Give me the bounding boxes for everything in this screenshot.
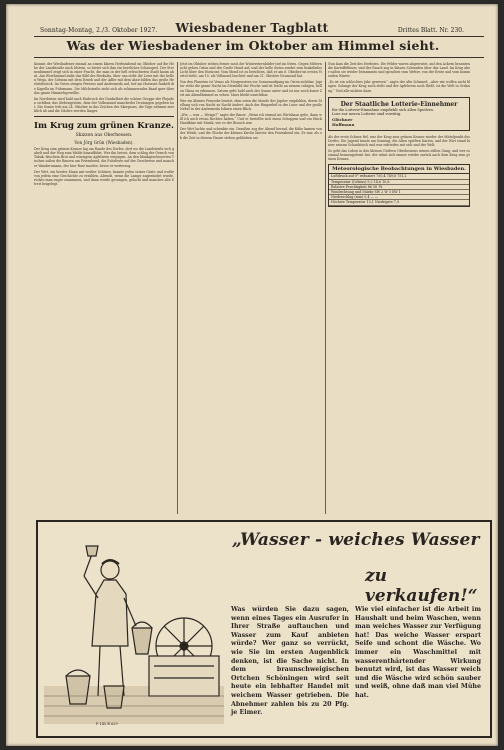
newspaper-page bbox=[6, 4, 498, 746]
man-with-water-buckets-illustration bbox=[44, 536, 224, 724]
section-subtitle: Skizzen aus Oberhessen. bbox=[75, 133, 133, 139]
ad-body-left: Was würden Sie dazu sagen, wenn eines Tages ein Ausrufer in Ihrer Straße auftauchen und Wasser zum Kauf anbieten würde? Wer ganz so verrückt, wie Sie im ersten Augenblick denken, ist die Sache nicht. In dem braunschweigischen Ortchen Schöningen wird seit heute ein lebhafter Handel mit weichem Wasser getrieben. Die Abnehmer zahlen bis zu 20 Pfg. je Eimer. bbox=[231, 606, 349, 717]
table-row: Niederschlag (mm) 0,4 — — bbox=[329, 195, 469, 200]
lottery-line: Lose zur neuen Lotterie sind vorrätig. bbox=[332, 112, 402, 117]
ad-credit: P 145 B 629 bbox=[96, 722, 118, 726]
article-paragraph: „Es ist ein schlechtes Jahr gewesen“, sagte der alte Schmied, „aber wir wollen nicht klagen. Solange der Krug noch steht und der Apfelwein noch fließt, ist die Welt in Ordnung.“ Und alle nickten dazu. bbox=[328, 80, 470, 93]
headline-rule bbox=[34, 57, 484, 58]
weather-table-title: Meteorologische Beobachtungen in Wiesbaden. bbox=[329, 165, 469, 174]
ad-headline: zu verkaufen!“ bbox=[365, 566, 478, 606]
ad-headline: „Wasser - weiches Wasser bbox=[232, 530, 480, 550]
article-paragraph: Kommt der Wiesbadener einmal an einem klaren Herbstabend im Oktober auf die Höhe der Landstraße nach Idstein, so bietet sich ihm ein herrliches Schauspiel. Der Sternenhimmel zeigt sich in einer Pracht, die man in der hell erleuchteten Stadt kaum ahnt. Am Westhimmel sinkt das Bild des Herkules, über uns steht die Leier mit der hellen Wega, der Schwan mit dem Deneb und der Adler mit dem Atair bilden das große Herbstdreieck. Im Osten steigen Perseus und Andromeda auf, tief am Horizont funkelt die Kapella im Fuhrmann. Die Milchstraße zieht sich als schimmerndes Band quer über das ganze Himmelsgewölbe. bbox=[34, 62, 174, 95]
lottery-advert bbox=[328, 97, 470, 131]
table-row: Höchste Temperatur 15,1 Niedrigste 7,9 bbox=[329, 200, 469, 205]
column-rule bbox=[177, 62, 178, 514]
article-paragraph: Der Krug zum grünen Kranze lag am Rande des Dorfes, dort wo die Landstraße sich gabelt und der Weg zum Walde hinaufführt. Wer ihn betrat, dem schlug der Geruch von Tabak, frischem Brot und würzigem Apfelwein entgegen. An den blankgescheuerten Tischen saßen die Bauern am Feierabend, die Fuhrleute auf der Durchreise und mancher Wandersmann, der hier Rast machte, bevor er weiterzog. bbox=[34, 147, 174, 168]
section-divider bbox=[34, 116, 174, 117]
ad-body-right: Wie viel einfacher ist die Arbeit im Haushalt und beim Waschen, wenn man weiches Wasser zur Verfügung hat! Das weiche Wasser erspart Seife und schont die Wäsche. Wo immer ein Waschmittel mit wasserenthärtender Wirkung benutzt wird, ist das Wasser weich und die Wäsche wird schön sauber und weiß, ohne daß man viel Mühe hat. bbox=[355, 606, 481, 699]
masthead: Wiesbadener Tagblatt bbox=[175, 21, 329, 35]
article-paragraph: So geht das Leben in den kleinen Dörfern Oberhessens seinen stillen Gang, und wer es einmal kennengelernt hat, der sehnt sich immer wieder zurück nach dem Krug zum grünen Kranze. bbox=[328, 149, 470, 162]
article-paragraph: Nun kam die Zeit des Herbstes. Die Felder waren abgeerntet, auf den Äckern brannten die Kartoffelfeuer, und der Rauch zog in blauen Schwaden über das Land. Im Krug aber saßen sie wieder beisammen und sprachen vom Wetter, von der Ernte und vom kommenden Winter. bbox=[328, 62, 470, 79]
column-3 bbox=[328, 62, 470, 518]
article-paragraph: „Wie — was — Wenge?“ sagte der Bauer. „Wenn ich einmal ins Wirtshaus gehe, dann will ich auch etwas Rechtes haben.“ Und er bestellte sich einen Schoppen und ein Stück Handkäse mit Musik, wie es der Brauch war. bbox=[180, 113, 322, 126]
section-author: Von Jörg Grün (Wiesbaden). bbox=[74, 140, 134, 146]
issue-date: Sonntag-Montag, 2./3. Oktober 1927. bbox=[40, 27, 158, 34]
article-paragraph: Jetzt im Oktober stehen ferner noch die Wintersternbilder tief im Osten. Gegen Mitternacht gehen Orion und der Große Hund auf, und der helle Sirius sendet sein funkelndes Licht über den Horizont. Vom Mond ist zu berichten, daß er am 6. Oktober im ersten Viertel steht, am 10. als Vollmond leuchtet und am 21. Oktober Neumond hat. bbox=[180, 62, 322, 79]
article-paragraph: Wer ein kleines Fernrohr besitzt, dem seien die Monde des Jupiter empfohlen, deren Stellung sich von Nacht zu Nacht ändert. Auch der Ringnebel in der Leier und der große Nebel in der Andromeda lohnen einen Blick. bbox=[180, 98, 322, 111]
edition-number: Drittes Blatt. Nr. 230. bbox=[397, 27, 464, 34]
lottery-line: für die Lotterie-Einnahme empfiehlt sich allen Spielern. bbox=[332, 107, 434, 112]
weather-table bbox=[328, 164, 470, 206]
article-paragraph: Der Wirt, ein breiter Mann mit weißer Schürze, kannte jeden seiner Gäste und wußte von jedem eine Geschichte zu erzählen. Abends, wenn die Lampe angezündet wurde, rückte man enger zusammen, und dann wurde gesungen, gelacht und mancher alte Streit beigelegt. bbox=[34, 169, 174, 186]
section-title: Im Krug zum grünen Kranze. bbox=[34, 121, 174, 132]
table-row: Windrichtung und Stärke SW 2 W 3 SW 1 bbox=[329, 190, 469, 195]
article-paragraph: Der Wirt lachte und schenkte ein. Draußen zog der Abend herauf, die Kühe kamen von der Weide, und die Glocke der kleinen Kirche läutete den Feierabend ein. Es war, als ob die Zeit in diesem Hause stehen geblieben sei. bbox=[180, 127, 322, 140]
page-header bbox=[6, 4, 498, 64]
article-paragraph: Als der erste Schnee fiel, war der Krug zum grünen Kranze wieder der Mittelpunkt des Dorfes. Die Jugend tanzte am Sonntag, die Alten spielten Karten, und der Wirt stand hinter seinem Schanktisch und war zufrieden mit sich und der Welt. bbox=[328, 134, 470, 148]
water-advertisement bbox=[36, 520, 492, 738]
lottery-agent: Glöckner bbox=[332, 116, 353, 122]
table-row: Luftdruck auf 0° reduziert 750,4 749,8 751,2 bbox=[329, 174, 469, 179]
lottery-title: Der Staatliche Lotterie-Einnehmer bbox=[340, 100, 458, 108]
header-rule bbox=[34, 36, 484, 37]
table-row: Temperatur (Celsius) 9,2 14,6 10,8 bbox=[329, 180, 469, 185]
article-paragraph: Von den Planeten ist Venus als Morgenstern vor Sonnenaufgang im Osten sichtbar. Jupiter steht die ganze Nacht im Sternbild der Fische und ist leicht an seinem ruhigen, hellen Glanz zu erkennen. Saturn geht bald nach der Sonne unter und ist nur noch kurze Zeit am Abendhimmel zu sehen. Mars bleibt unsichtbar. bbox=[180, 80, 322, 97]
column-rule bbox=[325, 62, 326, 514]
column-2 bbox=[180, 62, 322, 518]
table-row: Relative Feuchtigkeit 86 58 78 bbox=[329, 185, 469, 190]
lottery-agent: Hoffmann bbox=[332, 121, 355, 127]
article-paragraph: Im Nordosten wird bald nach Einbruch der Dunkelheit die schöne Gruppe der Plejaden sichtbar, das Siebengestirn, dem der Volksmund mancherlei Deutungen gegeben hat. Die Sonne tritt am 24. Oktober in das Zeichen des Skorpions, die Tage nehmen merklich ab und die Nächte werden länger. bbox=[34, 96, 174, 114]
main-headline: Was der Wiesbadener im Oktober am Himmel sieht. bbox=[66, 38, 440, 53]
column-1 bbox=[34, 62, 174, 518]
